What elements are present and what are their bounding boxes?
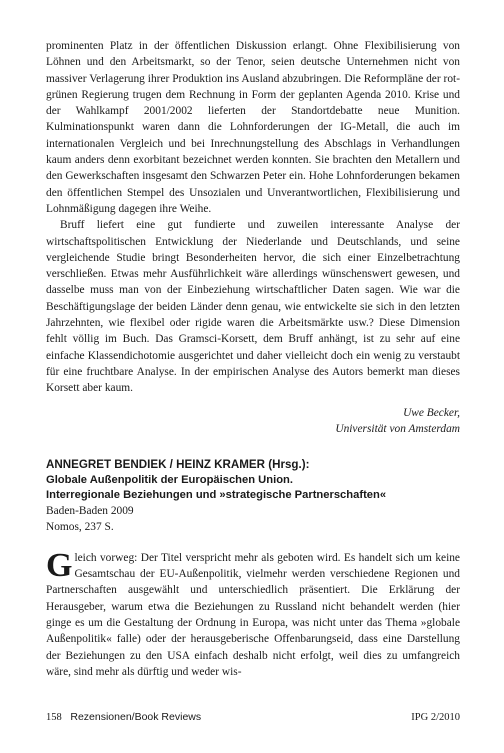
section-name: Rezensionen/Book Reviews [70,711,202,723]
page-body [46,38,460,680]
page-footer [46,711,460,723]
review2-title-line-1: Globale Außenpolitik der Europäischen Union. [46,474,293,487]
journal-issue: IPG 2/2010 [411,712,460,723]
reviewer-signature [46,405,460,438]
review2-title-line-2: Interregionale Beziehungen und »strategische Partnerschaften« [46,489,387,502]
footer-left [46,711,207,723]
reviewer-name: Uwe Becker, [403,406,460,419]
reviewer-affiliation: Universität von Amsterdam [335,422,460,435]
review1-paragraph-1: prominenten Platz in der öffentlichen Diskussion erlangt. Ohne Flexibilisierung von Löhnen und den Arbeitsmarkt, so der Tenor, seien deutsche Unternehmen nicht von massiver Verlagerung ihrer Produktion ins Ausland abzubringen. Die Reformpläne der rot-grünen Regierung trugen dem Rechnung in Form der geplanten Agenda 2010. Krise und der Wahlkampf 2001/2002 lieferten der Standortdebatte neue Munition. Kulminationspunkt waren dann die Lohnforderungen der IG-Metall, die auch im internationalen Vergleich und bei Inrechnungstellung des Abschlags in Verhandlungen kaum anders denn exorbitant bezeichnet werden konnten. Sie brachten den Metallern und den Gewerkschaften insgesamt den Schwarzen Peter ein. Hohe Lohnforderungen bekamen den öffentlichen Stempel des Unsozialen und Unverantwortlichen, Flexibilisierung und Lohnmäßigung dagegen ihre Weihe. [46,40,460,215]
review1-paragraph-2: Bruff liefert eine gut fundierte und zuweilen interessante Analyse der wirtschaftspolitischen Entwicklung der Niederlande und Deutschlands, und seine vergleichende Studie bringt Besonderheiten hervor, die sich einer Einzelbetrachtung verschließen. Etwas mehr Ausführlichkeit wäre allerdings wünschenswert gewesen, und dasselbe muss man von der Einbeziehung wirtschaftlicher Daten sagen. Wie war die Beschäftigungslage der beiden Länder denn genau, wie entwickelte sie sich in den letzten Jahrzehnten, wie flexibel oder rigide waren die Arbeitsmärkte usw.? Diese Dimension fehlt völlig im Buch. Das Gramsci-Korsett, dem Bruff anhängt, ist zu sehr auf eine einfache Klassendichotomie ausgerichtet und daher vielleicht doch ein wenig zu verstaubt für eine fruchtbare Analyse. In der empirischen Analyse des Autors bemerkt man dieses Korsett aber kaum. [46,219,460,395]
publication-info [46,503,460,536]
place-year: Baden-Baden 2009 [46,505,134,518]
review2-authors: ANNEGRET BENDIEK / HEINZ KRAMER (Hrsg.): [46,458,310,472]
review2-paragraph-text: leich vorweg: Der Titel verspricht mehr als geboten wird. Es handelt sich um keine Gesamtschau der EU-Außenpolitik, vielmehr werden verschiedene Regionen und Partnerschaften ausgewählt und unterschiedlich präsentiert. Die Erklärung der Herausgeber, warum etwa die Beziehungen zu Russland nicht behandelt werden (hier ginge es um die Gestaltung der Ordnung in Europa, was nicht unter das Thema »globale Außenpolitik« falle) oder der herausgeberische Offenbarungseid, dass eine Darstellung der Beziehungen zu den USA einfach deshalb nicht erfolgt, weil dies zu umfangreich wäre, sind mehr als dürftig und weder wis- [46,551,460,678]
review2-paragraph-1 [46,546,460,680]
publisher-pages: Nomos, 237 S. [46,521,114,534]
drop-cap: G [46,546,73,584]
page-number: 158 [46,712,62,723]
